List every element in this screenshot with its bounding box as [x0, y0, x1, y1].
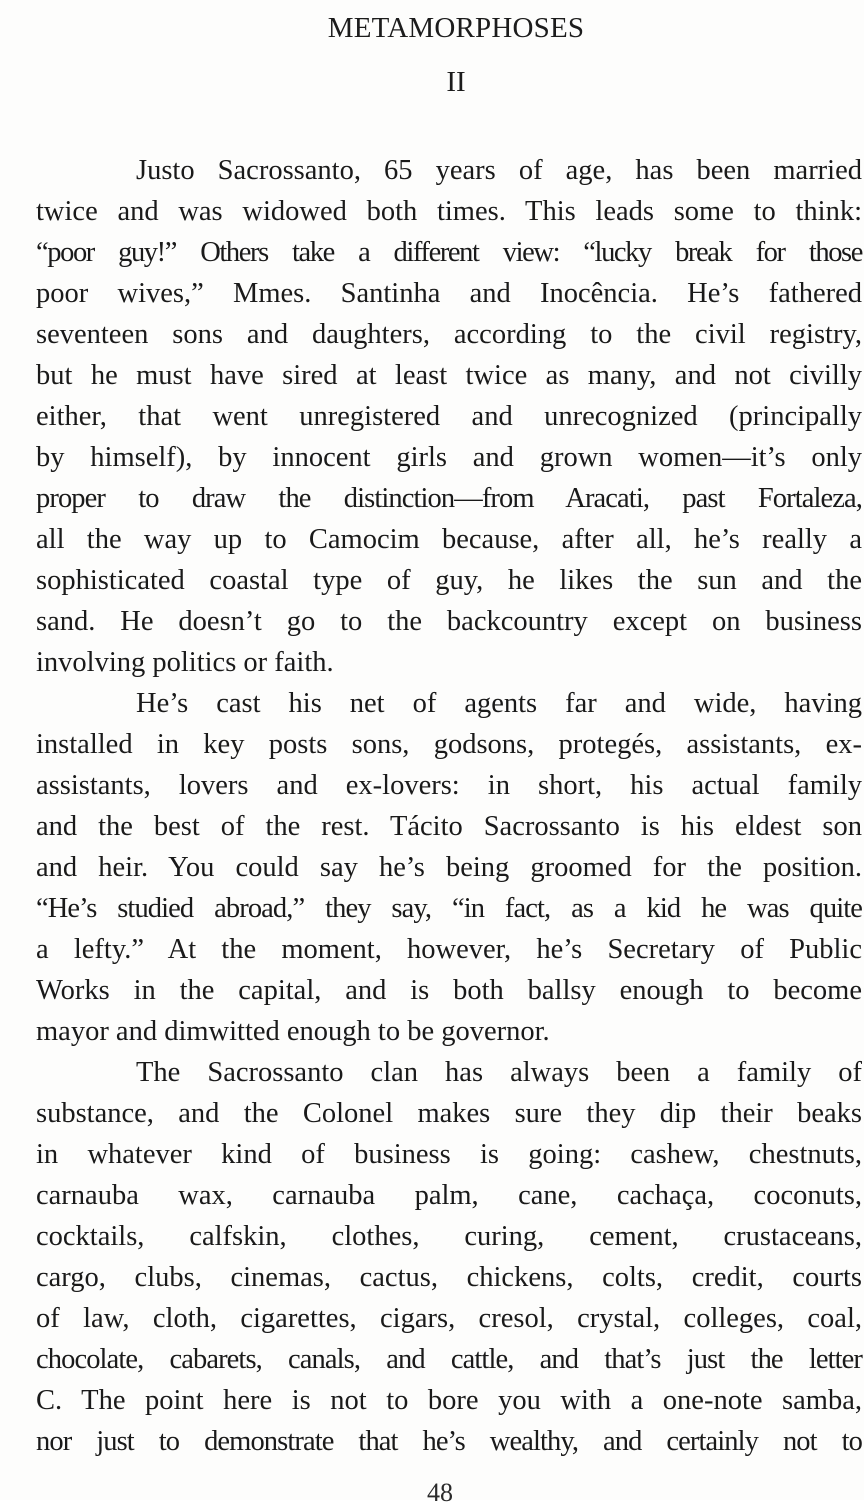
text-line: nor just to demonstrate that he’s wealthy, and certainly not to	[36, 1426, 862, 1457]
text-line: The Sacrossanto clan has always been a family of	[136, 1057, 862, 1088]
paragraph-3	[36, 1052, 862, 1462]
text-line: C. The point here is not to bore you with a one-note samba,	[36, 1385, 862, 1416]
paragraph-1	[36, 150, 862, 683]
text-line: and the best of the rest. Tácito Sacrossanto is his eldest son	[36, 811, 862, 842]
text-line: poor wives,” Mmes. Santinha and Inocência. He’s fathered	[36, 278, 862, 309]
text-line: and heir. You could say he’s being groomed for the position.	[36, 852, 862, 883]
text-line: “He’s studied abroad,” they say, “in fact, as a kid he was quite	[36, 893, 862, 924]
text-line: mayor and dimwitted enough to be governor.	[36, 1016, 550, 1047]
section-number: II	[446, 66, 466, 98]
text-line: in whatever kind of business is going: cashew, chestnuts,	[36, 1139, 862, 1170]
text-line: involving politics or faith.	[36, 647, 334, 678]
text-line: but he must have sired at least twice as many, and not civilly	[36, 360, 862, 391]
text-line: chocolate, cabarets, canals, and cattle, and that’s just the letter	[36, 1344, 862, 1375]
text-line: Justo Sacrossanto, 65 years of age, has been married	[136, 155, 862, 186]
text-line: “poor guy!” Others take a different view: “lucky break for those	[36, 237, 862, 268]
text-line: cocktails, calfskin, clothes, curing, cement, crustaceans,	[36, 1221, 862, 1252]
text-line: sophisticated coastal type of guy, he likes the sun and the	[36, 565, 862, 596]
text-line: sand. He doesn’t go to the backcountry except on business	[36, 606, 862, 637]
text-line: cargo, clubs, cinemas, cactus, chickens, colts, credit, courts	[36, 1262, 862, 1293]
text-line: He’s cast his net of agents far and wide, having	[136, 688, 862, 719]
text-line: twice and was widowed both times. This leads some to think:	[36, 196, 862, 227]
text-line: by himself), by innocent girls and grown women—it’s only	[36, 442, 862, 473]
paragraph-2	[36, 683, 862, 1052]
text-line: carnauba wax, carnauba palm, cane, cachaça, coconuts,	[36, 1180, 862, 1211]
text-line: of law, cloth, cigarettes, cigars, cresol, crystal, colleges, coal,	[36, 1303, 862, 1334]
text-line: installed in key posts sons, godsons, protegés, assistants, ex-	[36, 729, 862, 760]
text-line: a lefty.” At the moment, however, he’s Secretary of Public	[36, 934, 862, 965]
text-line: Works in the capital, and is both ballsy enough to become	[36, 975, 862, 1006]
text-line: proper to draw the distinction—from Aracati, past Fortaleza,	[36, 483, 862, 514]
text-line: seventeen sons and daughters, according to the civil registry,	[36, 319, 862, 350]
body-text	[36, 150, 862, 1462]
text-line: substance, and the Colonel makes sure they dip their beaks	[36, 1098, 862, 1129]
text-line: either, that went unregistered and unrecognized (principally	[36, 401, 862, 432]
text-line: assistants, lovers and ex-lovers: in short, his actual family	[36, 770, 862, 801]
page-number: 48	[427, 1478, 453, 1507]
text-line: all the way up to Camocim because, after all, he’s really a	[36, 524, 862, 555]
running-head: METAMORPHOSES	[327, 12, 585, 44]
